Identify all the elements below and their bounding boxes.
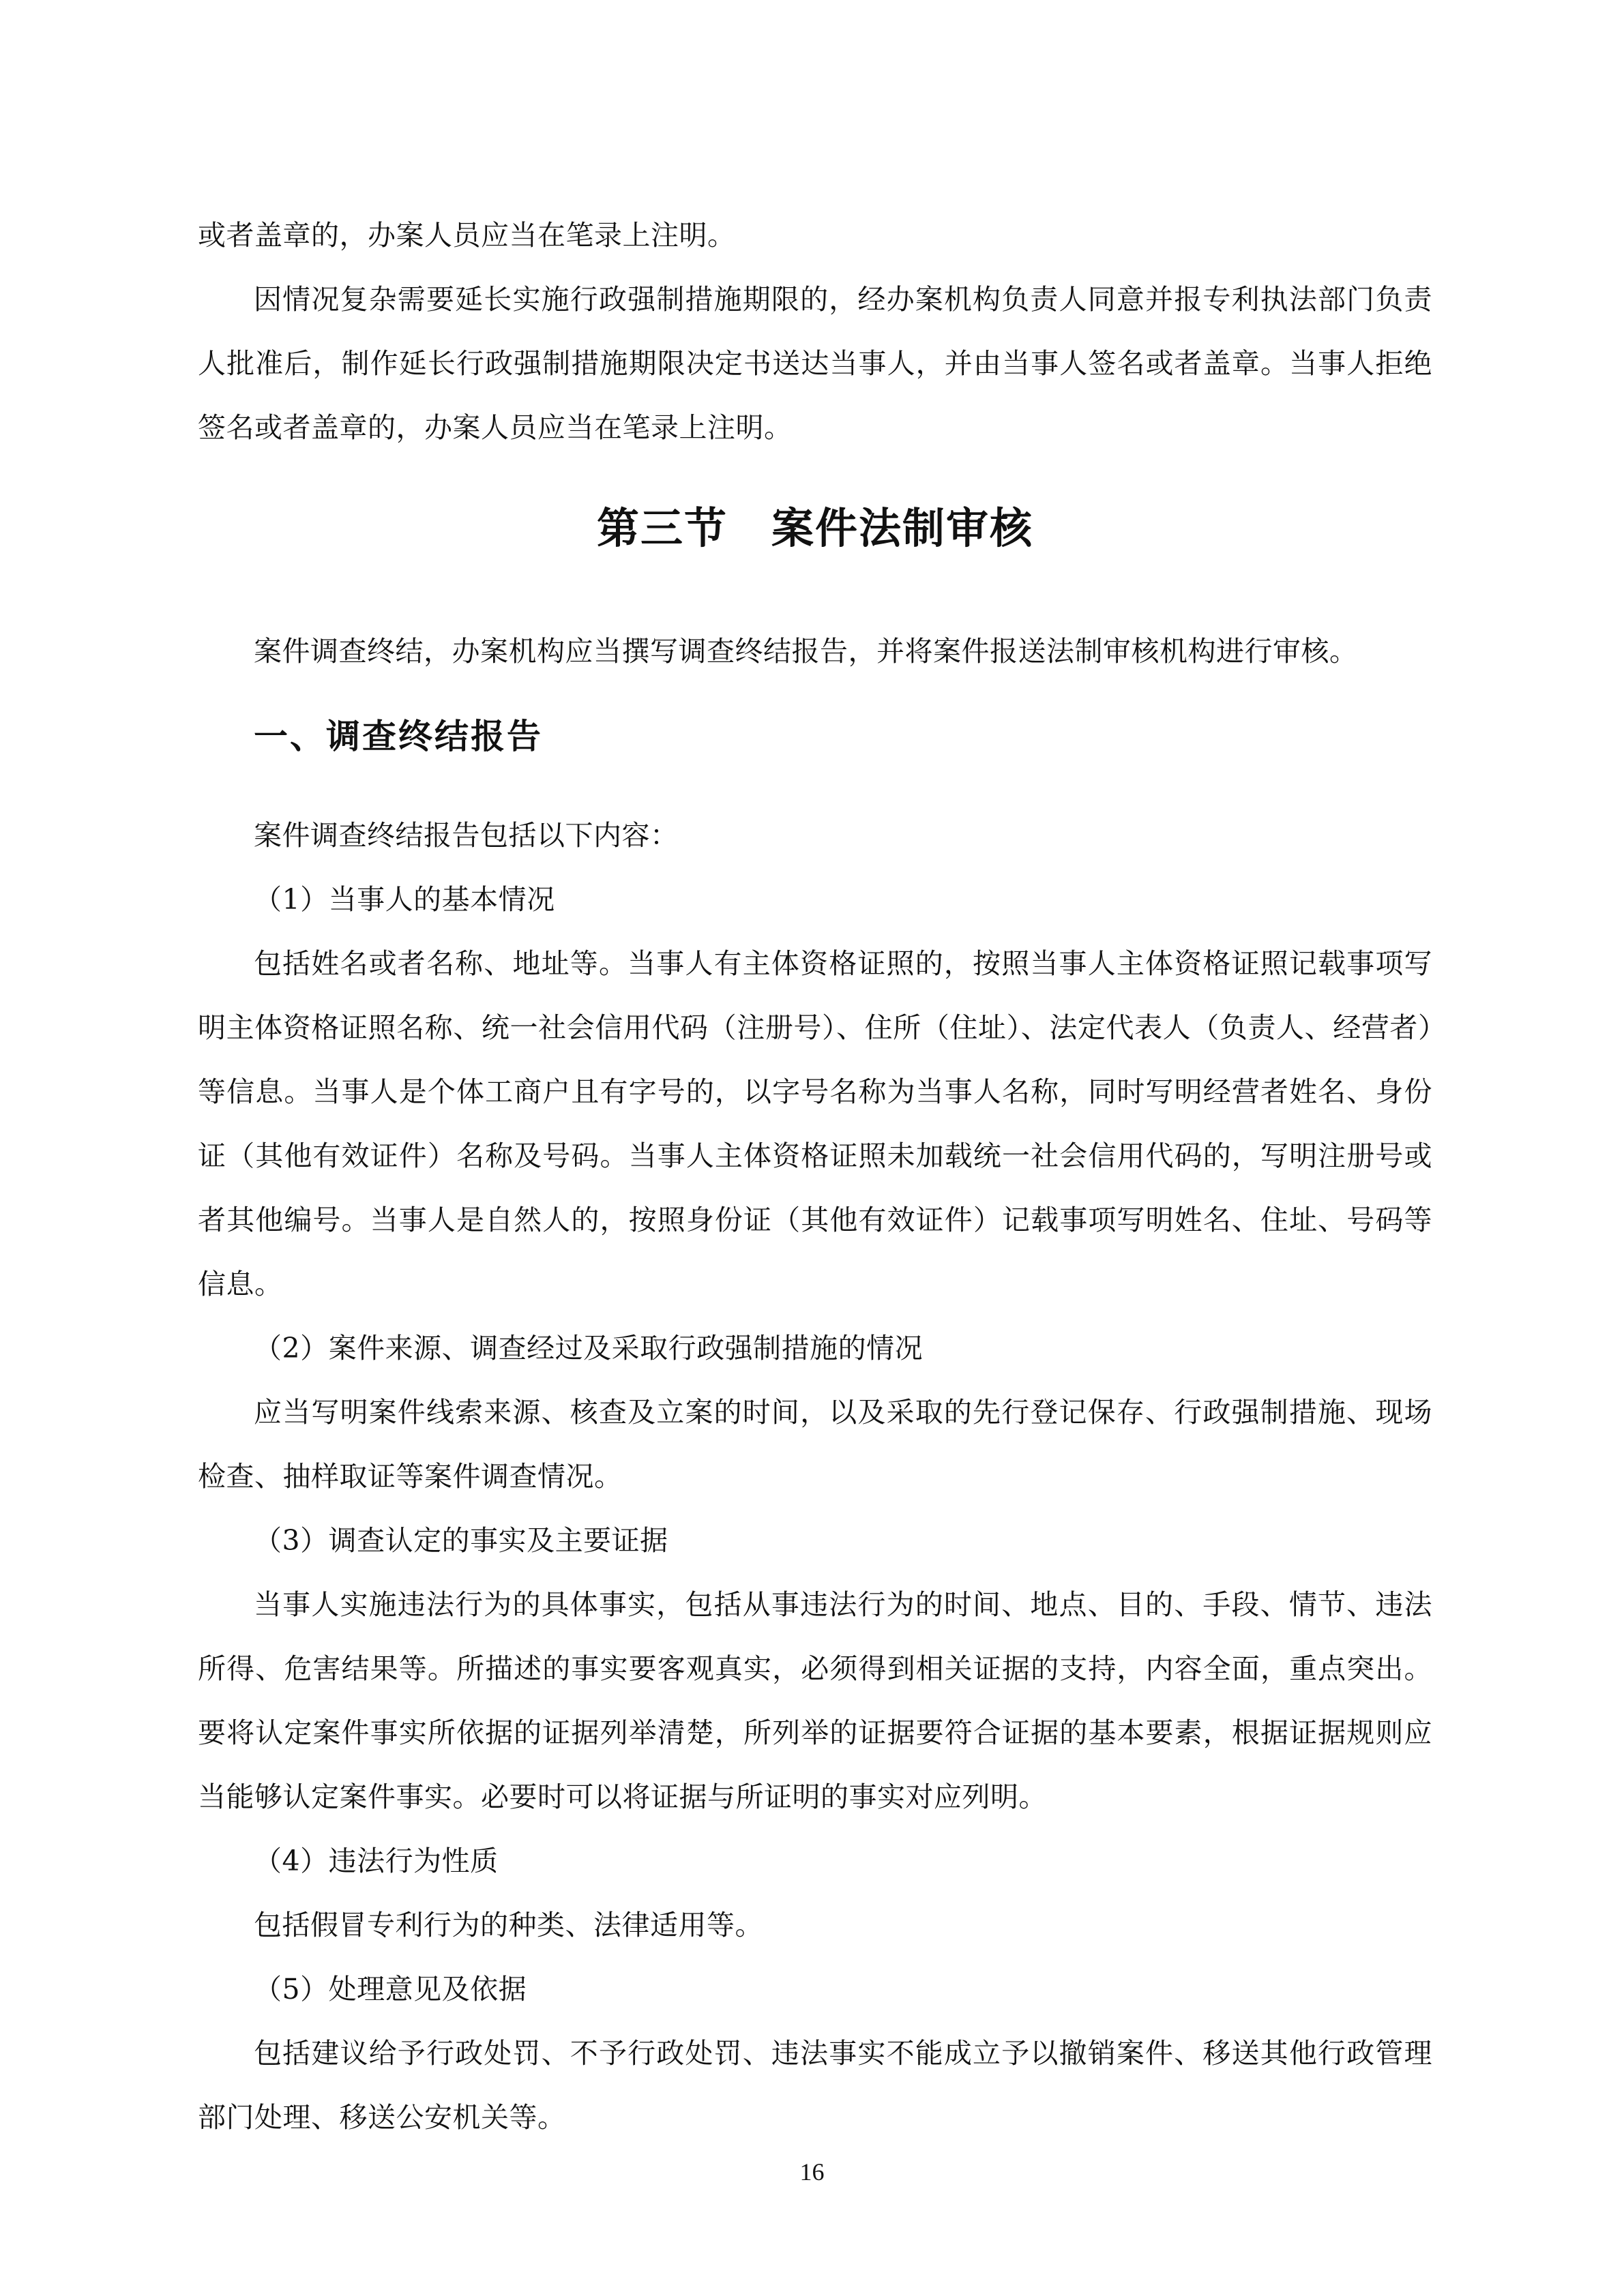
- item-heading: （1）当事人的基本情况: [254, 883, 555, 916]
- subsection-title: 一、调查终结报告: [254, 717, 543, 756]
- section-intro: 案件调查终结，办案机构应当撰写调查终结报告，并将案件报送法制审核机构进行审核。: [254, 635, 1358, 668]
- paragraph: 案件调查终结报告包括以下内容：: [254, 819, 679, 852]
- paragraph: 或者盖章的，办案人员应当在笔录上注明。: [198, 219, 736, 252]
- section-title: 第三节 案件法制审核: [596, 503, 1033, 553]
- item-heading: （4）违法行为性质: [254, 1845, 499, 1877]
- paragraph: 包括假冒专利行为的种类、法律适用等。: [254, 1909, 763, 1941]
- section-intro-block: [198, 619, 1432, 683]
- paragraph: 当事人实施违法行为的具体事实，包括从事违法行为的时间、地点、目的、手段、情节、违法所得、危害结果等。所描述的事实要客观真实，必须得到相关证据的支持，内容全面，重点突出。要将认定案件事实所依据的证据列举清楚，所列举的证据要符合证据的基本要素，根据证据规则应当能够认定案件事实。必要时可以将证据与所证明的事实对应列明。: [198, 1588, 1432, 1813]
- paragraph: 包括姓名或者名称、地址等。当事人有主体资格证照的，按照当事人主体资格证照记载事项写明主体资格证照名称、统一社会信用代码（注册号）、住所（住址）、法定代表人（负责人、经营者）等信息。当事人是个体工商户且有字号的，以字号名称为当事人名称，同时写明经营者姓名、身份证（其他有效证件）名称及号码。当事人主体资格证照未加载统一社会信用代码的，写明注册号或者其他编号。当事人是自然人的，按照身份证（其他有效证件）记载事项写明姓名、住址、号码等信息。: [198, 947, 1432, 1300]
- top-text-block: [198, 203, 1432, 460]
- paragraph: 因情况复杂需要延长实施行政强制措施期限的，经办案机构负责人同意并报专利执法部门负责人批准后，制作延长行政强制措施期限决定书送达当事人，并由当事人签名或者盖章。当事人拒绝签名或者盖章的，办案人员应当在笔录上注明。: [198, 283, 1432, 444]
- item-heading: （5）处理意见及依据: [254, 1973, 527, 2006]
- report-content-block: [198, 803, 1432, 2149]
- item-heading: （2）案件来源、调查经过及采取行政强制措施的情况: [254, 1332, 924, 1365]
- paragraph: 应当写明案件线索来源、核查及立案的时间，以及采取的先行登记保存、行政强制措施、现场检查、抽样取证等案件调查情况。: [198, 1396, 1432, 1493]
- item-heading: （3）调查认定的事实及主要证据: [254, 1524, 668, 1557]
- paragraph: 包括建议给予行政处罚、不予行政处罚、违法事实不能成立予以撤销案件、移送其他行政管理部门处理、移送公安机关等。: [198, 2037, 1432, 2134]
- page-number: 16: [799, 2158, 825, 2186]
